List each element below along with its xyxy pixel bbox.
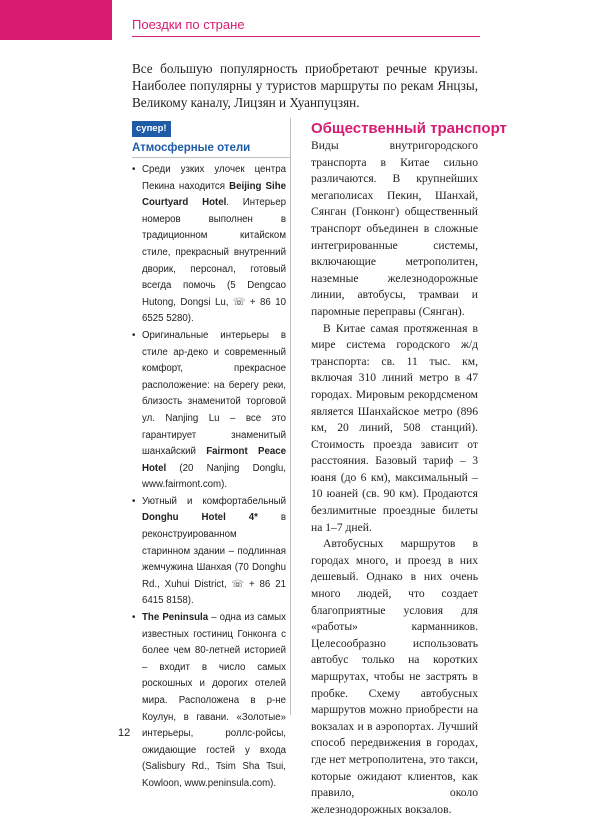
transport-paragraph: Автобусных маршрутов в городах много, и проезд в них дешевый. Однако в них очень много людей, что создает благоприятные условия для «работы» карманников. Целесообразно использовать автобус только на коротких маршрутах, чтобы не застрять в пробке. Схему автобусных маршрутов можно приобрести на вокзалах и в аэропортах. Лучший способ передвижения в городах, где нет метрополитена, это такси, которые ожидают клиентов, как правило, около железнодорожных вокзалов. [311, 537, 478, 816]
hotel-details: . Интерьер номеров выполнен в традиционном китайском стиле, прекрасный внутренний дворик, персонал, готовый всегда помочь (5 Dengcao Hutong, Dongsi Lu, [142, 197, 287, 308]
hotel-lead: Среди узких улочек центра Пекина находится [142, 164, 286, 192]
hotel-lead: Оригинальные интерьеры в стиле ар-деко и современный комфорт, прекрасное расположение: на берегу реки, близость знаменитой торговой ул. Nanjing Lu – все это гарантирует знаменитый шанхайский [142, 329, 286, 458]
phone-icon: ☏ [231, 578, 245, 590]
hotel-item-fairmont-peace [132, 328, 286, 494]
hotel-name: Beijing Sihe Courtyard Hotel [142, 180, 287, 209]
transport-paragraph: Виды внутригородского транспорта в Китае сильно различаются. В крупнейших мегаполисах Пекин, Шанхай, Сянган (Гонконг) общественный транспорт объединен в сложные интегрированные системы, включающие метрополитен, наземные железнодорожные линии, автобусы, трамваи и паромные переправы (Сянган). [311, 139, 478, 318]
hotel-name: The Peninsula [142, 612, 209, 624]
sidebar-title: Атмосферные отели [132, 142, 290, 158]
header-divider [132, 36, 480, 37]
hotel-list [132, 162, 290, 793]
hotel-lead: Уютный и комфортабельный [142, 495, 286, 507]
phone-icon: ☏ [232, 296, 246, 308]
hotel-tail: ). [187, 313, 194, 325]
hotel-item-beijing-sihe [132, 162, 286, 328]
hotel-phone: + 86 10 6525 5280 [142, 296, 286, 325]
header-accent-tab [0, 0, 112, 40]
hotel-details: – одна из самых известных гостиниц Гонконга с более чем 80-летней историей – входит в число самых роскошных и дорогих отелей мира. Расположена в р-не Коулун, в гавани. «Золотые» интерьеры, роллс-ройсы, ожидающие гостей у входа (Salisbury Rd., Tsim Sha Tsui, Kowloon, [142, 612, 286, 789]
transport-paragraph: В Китае самая протяженная в мире система городского ж/д транспорта: св. 11 тыс. км, включая 310 линий метро в 47 городах. Мировым рекордсменом является Шанхайское метро (896 км, 20 линий, 508 станций). Стоимость проезда зависит от расстояния. Базовый тариф – 3 юаня (до 6 км), максимальный – 10 юаней (св. 90 км). Продаются безлимитные проездные билеты на 1–7 дней. [311, 321, 478, 534]
hotel-name: Fairmont Peace Hotel [142, 446, 286, 474]
super-badge: супер! [132, 121, 171, 137]
hotel-details: в реконструированном старинном здании – подлинная жемчужина Шанхая (70 Donghu Rd., Xuhui District, [142, 512, 286, 590]
main-column [311, 120, 507, 818]
hotel-name: Donghu Hotel 4* [142, 512, 258, 524]
sidebar-box [132, 118, 291, 789]
hotel-item-peninsula [132, 610, 286, 793]
intro-paragraph: Все большую популярность приобретают речные круизы. Наиболее популярны у туристов маршруты по рекам Янцзы, Великому каналу, Лицзян и Хуанпуцзян. [132, 61, 478, 110]
hotel-tail: ). [221, 479, 228, 491]
page-number: 12 [118, 727, 131, 739]
section-title: Поездки по стране [132, 17, 245, 32]
hotel-website-link[interactable]: www.peninsula.com [184, 777, 271, 789]
hotel-phone: + 86 21 6415 8158 [142, 578, 286, 607]
hotel-website-link[interactable]: www.fairmont.com [142, 479, 222, 491]
main-title: Общественный транспорт [311, 120, 507, 137]
hotel-details: (20 Nanjing Donglu, [166, 462, 286, 474]
hotel-item-donghu [132, 494, 286, 610]
hotel-tail: ). [187, 595, 194, 607]
hotel-tail: ). [270, 777, 277, 789]
